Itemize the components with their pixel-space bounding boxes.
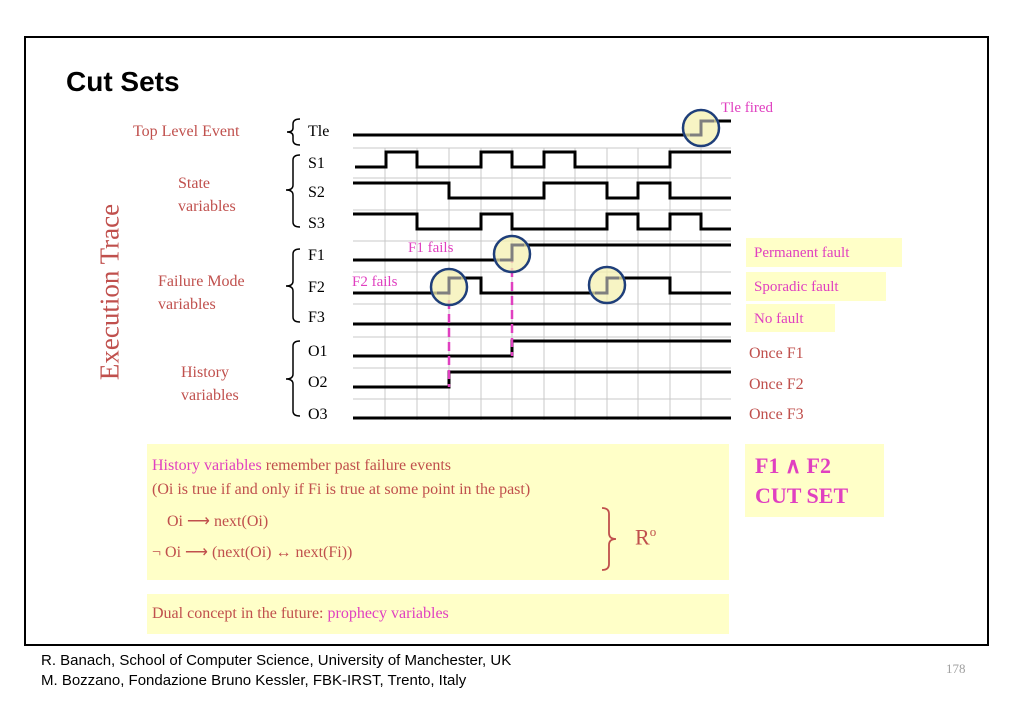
execution-trace-label: Execution Trace: [94, 203, 125, 381]
group-failure-line2: variables: [158, 296, 216, 313]
signal-label-s3: S3: [308, 215, 325, 232]
once-f1-label: Once F1: [749, 345, 804, 362]
signal-label-o2: O2: [308, 374, 328, 391]
f1-fails-annotation: F1 fails: [408, 240, 454, 256]
permanent-fault-label: Permanent fault: [746, 238, 902, 267]
dual-concept-text: [152, 605, 449, 623]
grouping-braces: [286, 119, 300, 416]
formula-1: Oi ⟶ next(Oi): [167, 513, 269, 530]
cut-set-title: CUT SET: [755, 483, 849, 508]
info-line2: (Oi is true if and only if Fi is true at some point in the past): [152, 481, 531, 498]
group-state-line1: State: [178, 175, 210, 192]
info-line1-rest: remember past failure events: [261, 457, 451, 474]
wave-o2: [353, 372, 731, 387]
wave-o1: [353, 341, 731, 356]
timing-grid: [353, 148, 731, 420]
wave-s1: [355, 152, 731, 167]
wave-s2: [353, 183, 731, 198]
page-number: 178: [946, 661, 966, 676]
once-f3-label: Once F3: [749, 406, 804, 423]
dual-prefix: Dual concept in the future:: [152, 605, 328, 622]
signal-label-o1: O1: [308, 343, 328, 360]
brace-history: [286, 341, 300, 416]
no-fault-label: No fault: [746, 304, 835, 332]
history-info-box: [147, 444, 729, 580]
formula-2: ¬ Oi ⟶ (next(Oi) ↔ next(Fi)): [152, 544, 353, 561]
brace-failure: [286, 249, 300, 322]
cut-set-box: [745, 444, 884, 517]
info-line1: [152, 457, 451, 475]
signal-label-f1: F1: [308, 247, 325, 264]
sporadic-fault-label: Sporadic fault: [746, 272, 886, 301]
footer-line-1: R. Banach, School of Computer Science, University of Manchester, UK: [41, 652, 512, 669]
waveforms: [353, 121, 731, 418]
brace-top-level: [287, 119, 300, 145]
signal-label-f3: F3: [308, 309, 325, 326]
signal-label-tle: Tle: [308, 123, 330, 140]
group-history-line1: History: [181, 364, 229, 381]
signal-label-s2: S2: [308, 184, 325, 201]
footer-line-2: M. Bozzano, Fondazione Bruno Kessler, FBK-IRST, Trento, Italy: [41, 672, 467, 689]
group-history-line2: variables: [181, 387, 239, 404]
signal-label-s1: S1: [308, 155, 325, 172]
once-f2-label: Once F2: [749, 376, 804, 393]
slide-title: Cut Sets: [66, 66, 180, 97]
f2-fails-annotation: F2 fails: [352, 274, 398, 290]
brace-state: [286, 155, 300, 227]
ro-superscript: o: [649, 524, 657, 539]
wave-tle: [353, 121, 731, 135]
tle-fired-annotation: Tle fired: [721, 100, 774, 116]
ro-base: R: [635, 524, 650, 550]
signal-label-f2: F2: [308, 279, 325, 296]
cut-set-formula: F1 ∧ F2: [755, 453, 831, 478]
ro-label: [635, 524, 656, 550]
history-variables-term: History variables: [152, 457, 262, 474]
wave-s3: [353, 214, 731, 229]
group-top-level-label: Top Level Event: [133, 123, 240, 140]
group-failure-line1: Failure Mode: [158, 273, 245, 290]
wave-f2: [353, 278, 731, 293]
prophecy-variables-term: prophecy variables: [327, 605, 449, 622]
signal-label-o3: O3: [308, 406, 328, 423]
formula-brace: [599, 506, 619, 572]
group-state-line2: variables: [178, 198, 236, 215]
dual-concept-box: [147, 594, 729, 634]
